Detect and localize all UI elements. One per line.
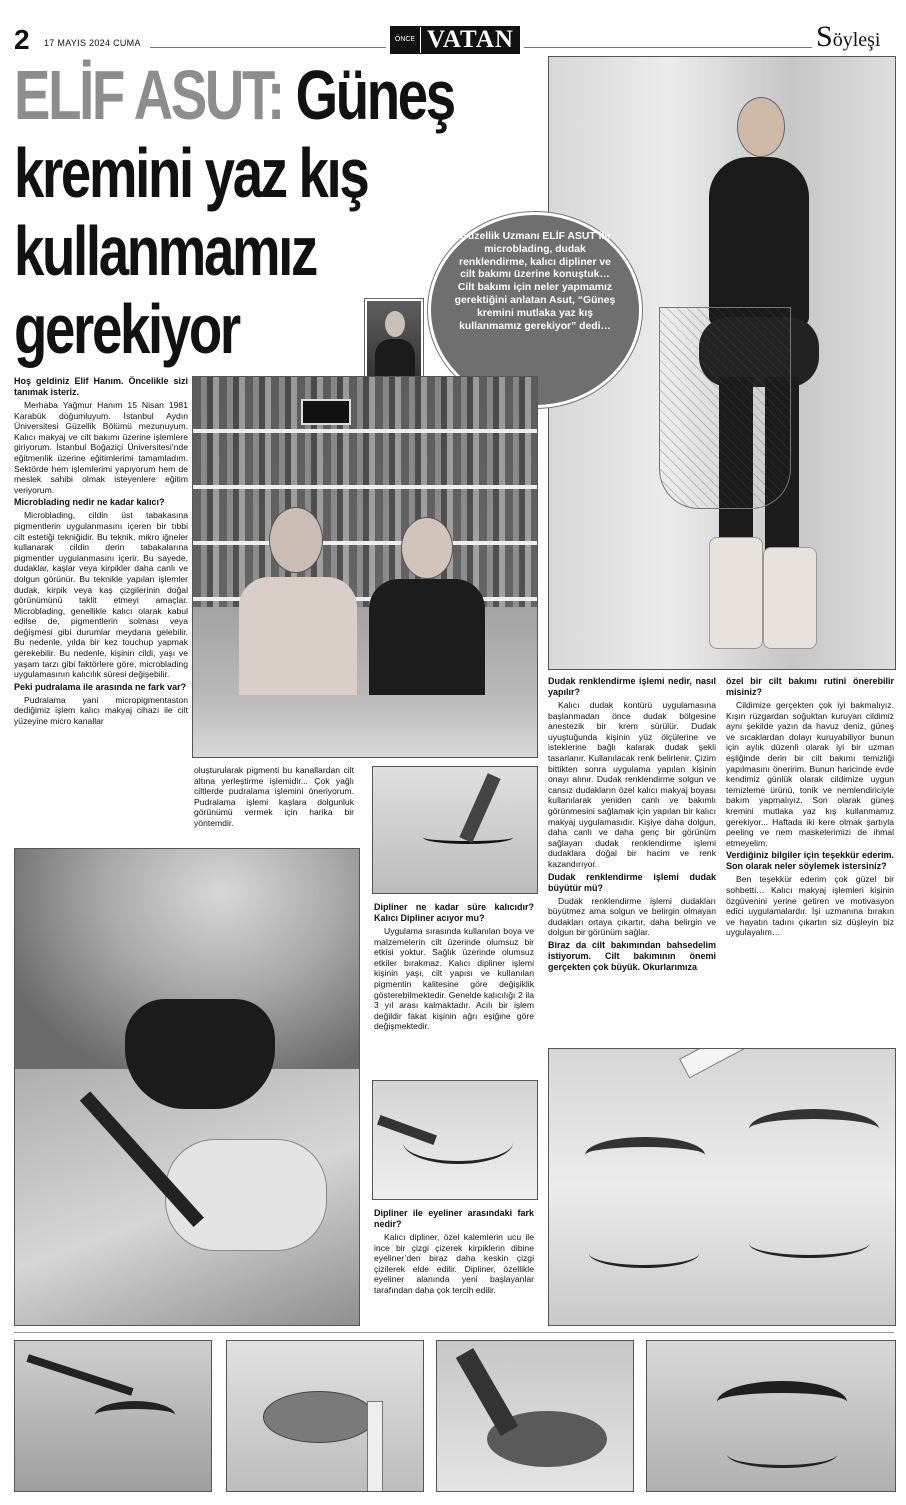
reporter-photo [367,301,421,387]
headline-line2: kremini yaz kış [14,134,368,212]
intro-body: microblading, dudak renklendirme, kalıcı dipliner ve cilt bakımı üzerine konuştuk… Cilt bakımı için neler yapmamız gerektiğini anlatan Asut, “Güneş kremini mutlaka yaz kış kullanmamız gerekiyor” dedi… [454,243,616,332]
answer-7: Dudak renklendirme işlemi dudakları büyütmez ama solgun ve belirgin olmayan dudakları ortaya çıkartır, daha belirgin ve dolgun bir görünüm sağlar. [548,895,716,938]
column-4 [548,674,716,975]
section-initial: S [816,20,833,53]
intro-lead: Güzellik Uzmanı ELİF ASUT ile [459,231,611,242]
gloved-hand [165,1139,327,1251]
brow-procedure-photo [14,848,360,1326]
vatan-sign [301,399,351,425]
question-2: Microblading nedir ne kadar kalıcı? [14,497,165,508]
headline-name: ELİF ASUT: [14,56,283,134]
answer-9: Ben teşekkür ederim çok güzel bir sohbetti… Kalıcı makyaj işlemleri kişinin özgüvenini yerine getiren ve motivasyon edici uygulamalardır. İşi uzmanına bırakın ve hayatın tadını çıkartın siz düşleyin biz uygulayalım… [726,874,894,938]
answer-5: Kalıcı dipliner, özel kalemlerin ucu ile ince bir çizgi çizerek kirpiklerin dibine eyeliner’den biraz daha keskin çizgi çizilerek elde edilir. Dipliner, özellikle eyeliner alanında yeni başlayanlar tarafından daha çok tercih edilir. [374,1232,534,1295]
question-8-continued: özel bir cilt bakımı rutini önerebilir misiniz? [726,676,894,697]
answer-3-continued: oluşturularak pigmenti bu kanallardan cilt altına yerleştirme işlemidir... Çok yağlı ciltlerde pudralama işlemini öneriyorum. Pudralama işlemi kaşlara dolgunluk görünümü vermek için harika bir yöntemdir. [194,765,354,828]
strip-photo-2 [226,1340,424,1492]
question-9: Verdiğiniz bilgiler için teşekkür ederim. Son olarak neler söylemek istersiniz? [726,850,894,872]
column-2 [194,765,354,830]
column-1 [14,374,188,728]
person-left [233,507,363,707]
issue-date: 17 MAYIS 2024 CUMA [44,38,141,48]
headline-line4: gerekiyor [14,290,239,368]
brow-right [749,1109,879,1149]
strip4-brow [717,1381,847,1423]
vatan-logo[interactable] [390,26,520,54]
question-7: Dudak renklendirme işlemi dudak büyütür mü? [548,871,716,893]
eye-right [749,1229,869,1258]
question-6: Dudak renklendirme işlemi nedir, nasıl yapılır? [548,676,716,697]
answer-4: Uygulama sırasında kullanılan boya ve malzemelerin cilt üzerinde olumsuz bir etkisi yoktur. Sağlık üzerinde olumsuz etkiler bırakmaz. Kalıcı dipliner işlemi kişinin yaşı, cilt yapısı ve kullanılan pigmentin kalitesine göre değişiklik gösterebilmektedir. Genelde kalıcılığı 2 ila 3 yıl arası kalmaktadır. Acılı bir işlem değildir fakat kişinin ağrı eşiğine göre değişmektedir. [374,926,534,1032]
headline-line1 [14,58,560,132]
strip-rule [14,1332,894,1333]
desk [193,695,537,757]
answer-3: Pudralama yani micropigmentaston dediğimiz işlem kalıcı makyaj cihazı ile cilt yüzeyine micro kanallar [14,694,188,727]
column-5 [726,674,894,939]
page-number: 2 [14,24,30,55]
answer-1: Merhaba Yağmur Hanım 15 Nisan 1981 Karabük doğumluyum. İstanbul Aydın Üniversitesi Güzellik Bölümü mezunuyum. Kalıcı makyaj ve cilt bakımı üzerine işlemlere giriyorum. İstanbul Boğaziçi Üniversitesi’nde eğitmenlik üzerine eğitimlerimi tamamladım. Sektörde hem işlemlerimi yapıyorum hem de meslek sahibi olmak isteyenlere eğitim veriyorum. [14,400,188,495]
ruler [679,1048,885,1078]
logo-flag-icon: ÖNCE [390,27,421,53]
headline-line3: kullanmamız [14,212,316,290]
section-title [816,20,880,54]
strip-photo-4 [646,1340,896,1492]
section-rest: öyleşi [832,29,881,51]
answer-8: Cildimize gerçekten çok iyi bakmalıyız. Kışın rüzgardan soğuktan kuruyan cildimiz aynı şekilde yazın da havuz deniz, güneş ve sıcaklardan dolayı kuruyabiliyor bunun için aylık düzenli olarak iyi bir uzman eşliğinde derin bir cilt bakımı temizliği yapılmasını öneririm. Bunun haricinde evde kendimiz günlük olarak cildimize uygun temizleme ürünü, tonik ve nemlendiriciyle bakım yapmalıyız. Son olarak güneş kremini mutlaka yaz kış kullanmamız gerekiyor... Haftada iki kere olmak şartıyla peeling ve nem maskelerimizi de ihmal etmeyelim. [726,700,894,848]
strip-photo-3 [436,1340,634,1492]
strip2-lips [263,1391,375,1443]
question-5: Dipliner ile eyeliner arasındaki fark nedir? [374,1208,534,1229]
question-8: Biraz da cilt bakımından bahsedelim istiyorum. Cilt bakımının önemi gerçekten çok büyük. Okurlarımıza [548,939,716,972]
logo-text: VATAN [427,26,514,53]
brow-left [585,1137,705,1173]
lash-curve [403,1121,513,1164]
chair-wire [659,307,791,509]
eyeliner-photo [372,766,538,894]
face-mask [125,999,275,1109]
eye-left [589,1239,699,1268]
strip3-device [456,1348,518,1436]
strip1-brow [95,1401,175,1429]
column-3-lower [374,1206,534,1297]
header-rule-left [150,47,386,48]
strip2-brush [367,1401,383,1492]
strip-photo-1 [14,1340,212,1492]
column-3 [374,900,534,1033]
headline-line1-rest: Güneş [282,56,454,134]
office-photo [192,376,538,758]
brow-ruler-photo [548,1048,896,1326]
answer-2: Microblading, cildin üst tabakasına pigmentlerin uygulanmasını içeren bir tıbbi cilt estetiği tekniğidir. Bu teknik, mikro iğneler kullanarak cildin derin tabakalarına pigmentler uygulanmasını içerir. Bu sayede, dudaklar, kaşlar veya kirpikler daha canlı ve dolgun görünür. Bu teknikle yapılan işlemler dudak, kirpik veya kaş çizgilerinin doğal görünümünü taklit etmeyi amaçlar. Microblading, genellikle kalıcı olarak kabul edilse de, pigmentlerin solması veya değişmesi gibi durumlar meydana gelebilir. Bu nedenle, yılda bir kez touchup yapmak gerekebilir. Bu nedenle, kişinin cildi, yaşı ve yaşam tarzı gibi faktörlere göre, microblading uygulamasının kalıcılık süresi değişebilir. [14,510,188,680]
header-rule-right [524,47,812,48]
question-4: Dipliner ne kadar süre kalıcıdır? Kalıcı Dipliner acıyor mu? [374,902,534,923]
person-right [361,517,491,707]
question-3: Peki pudralama ile arasında ne fark var? [14,681,187,692]
question-1: Hoş geldiniz Elif Hanım. Öncelikle sizi tanımak isteriz. [14,376,188,397]
strip1-pen [26,1354,133,1396]
lashline-photo [372,1080,538,1200]
answer-6: Kalıcı dudak kontürü uygulamasına başlanmadan önce dudak bölgesine anestezik bir krem sürülür. Dudak uyuştuğunda kişinin yüz ölçülerine ve isteklerine bağlı kalarak dudak şekli tasarlanır. Kullanılacak renk belirlenir. Çizim bittikten sonra uygulama yapılan kişinin onayı alınır. Dudak renklendirme solgun ve cansız dudakların özel kalıcı makyaj boyası kullanılarak yeniden canlı ve bakımlı görünmesini sağlamak için yapılan bir kalıcı makyaj uygulamasıdır. Kişiye daha dolgun, daha canlı ve daha genç bir görünüm sağlayan dudak renklendirme işlemi dudaklara doğal bir hacim ve renk kazandırıyor. [548,700,716,869]
strip4-eye [727,1441,837,1468]
